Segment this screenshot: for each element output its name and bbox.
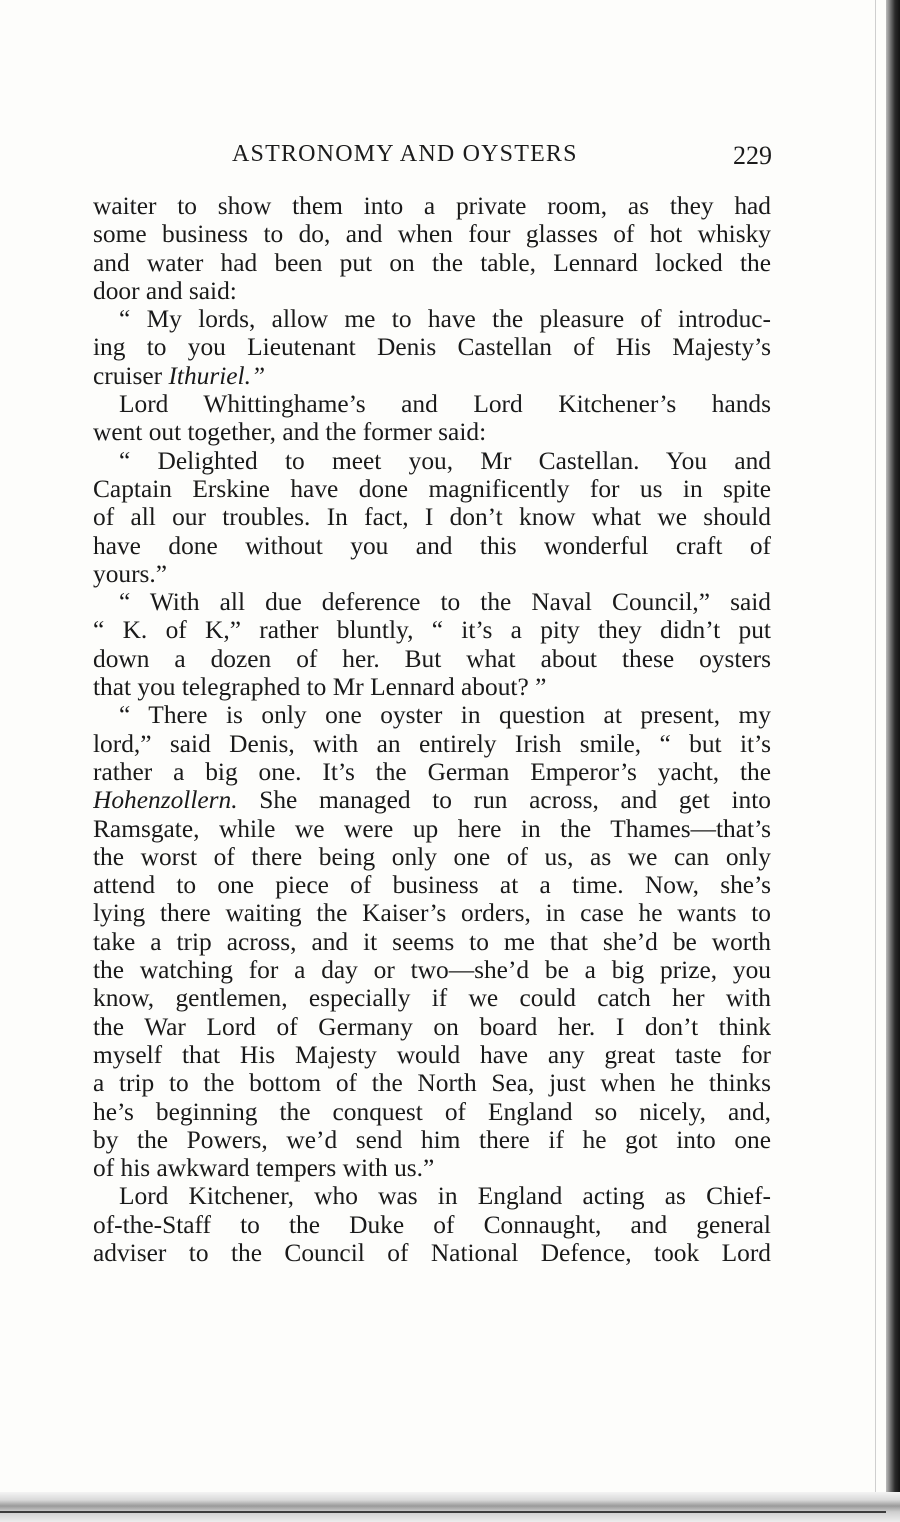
text-line: went out together, and the former said: bbox=[93, 418, 487, 447]
ship-name-italic: Ithuriel.” bbox=[168, 361, 266, 390]
text-line: the worst of there being only one of us, as we can only bbox=[93, 842, 771, 871]
text-line: Lord Whittinghame’s and Lord Kitchener’s hands bbox=[119, 390, 771, 419]
text-line: “ K. of K,” rather bluntly, “ it’s a pity they didn’t put bbox=[93, 616, 771, 645]
text-line: “ There is only one oyster in question at present, my bbox=[119, 701, 771, 730]
text-line: “ With all due deference to the Naval Council,” said bbox=[119, 588, 771, 617]
text-line: rather a big one. It’s the German Emperor’s yacht, the bbox=[93, 757, 771, 786]
text-line: of all our troubles. In fact, I don’t know what we should bbox=[93, 503, 771, 532]
text-line: know, gentlemen, especially if we could catch her with bbox=[93, 984, 771, 1013]
page-binding-shadow bbox=[886, 0, 900, 1522]
text-line: Captain Erskine have done magnificently for us in spite bbox=[93, 474, 771, 503]
text-line: a trip to the bottom of the North Sea, just when he thinks bbox=[93, 1069, 771, 1098]
text-line: the War Lord of Germany on board her. I don’t think bbox=[93, 1012, 771, 1041]
text-line: “ Delighted to meet you, Mr Castellan. You and bbox=[119, 446, 771, 475]
text-line: take a trip across, and it seems to me that she’d be worth bbox=[93, 927, 771, 956]
text-line bbox=[93, 362, 771, 390]
body-text bbox=[93, 192, 771, 1267]
text-line: adviser to the Council of National Defence, took Lord bbox=[93, 1238, 771, 1267]
text-line: have done without you and this wonderful craft of bbox=[93, 531, 771, 560]
yacht-name-italic: Hohenzollern. bbox=[93, 786, 238, 815]
text-line: myself that His Majesty would have any great taste for bbox=[93, 1040, 771, 1069]
text-line: ing to you Lieutenant Denis Castellan of His Majesty’s bbox=[93, 333, 771, 362]
text-line: and water had been put on the table, Lennard locked the bbox=[93, 248, 771, 277]
text-line: some business to do, and when four glasses of hot whisky bbox=[93, 220, 771, 249]
text-line: “ My lords, allow me to have the pleasure of introduc- bbox=[119, 305, 771, 334]
text-line: door and said: bbox=[93, 276, 237, 305]
text-line: waiter to show them into a private room, as they had bbox=[93, 192, 771, 220]
text-line: lying there waiting the Kaiser’s orders, in case he wants to bbox=[93, 899, 771, 928]
text-line: Lord Kitchener, who was in England acting as Chief- bbox=[119, 1182, 771, 1211]
text-line: Ramsgate, while we were up here in the Thames—that’s bbox=[93, 814, 771, 843]
running-head: ASTRONOMY AND OYSTERS bbox=[232, 141, 578, 167]
text-line: of-the-Staff to the Duke of Connaught, and general bbox=[93, 1210, 771, 1239]
text-line: lord,” said Denis, with an entirely Irish smile, “ but it’s bbox=[93, 729, 771, 758]
text-line: that you telegraphed to Mr Lennard about? ” bbox=[93, 673, 547, 702]
page-number: 229 bbox=[733, 141, 772, 170]
page-gutter-line bbox=[875, 0, 876, 1522]
scan-bottom-rule bbox=[0, 1511, 886, 1513]
text-fragment: cruiser bbox=[93, 361, 163, 390]
text-line: he’s beginning the conquest of England so nicely, and, bbox=[93, 1097, 771, 1126]
text-line: of his awkward tempers with us.” bbox=[93, 1154, 435, 1183]
text-line: by the Powers, we’d send him there if he got into one bbox=[93, 1125, 771, 1154]
text-line: down a dozen of her. But what about these oysters bbox=[93, 644, 771, 673]
scan-bottom-edge bbox=[0, 1492, 900, 1522]
text-line bbox=[93, 786, 771, 814]
text-line: yours.” bbox=[93, 559, 168, 588]
text-fragment: She managed to run across, and get into bbox=[259, 786, 771, 815]
page-header bbox=[232, 141, 772, 175]
text-line: attend to one piece of business at a time. Now, she’s bbox=[93, 871, 771, 900]
text-line: the watching for a day or two—she’d be a big prize, you bbox=[93, 956, 771, 985]
